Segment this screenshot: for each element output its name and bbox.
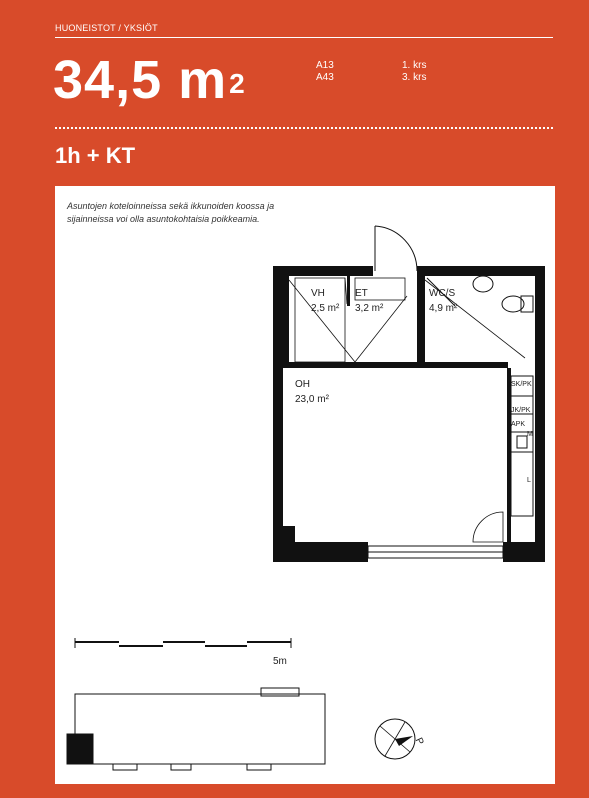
disclaimer-text: Asuntojen koteloinneissa sekä ikkunoiden koossa ja sijainneissa voi olla asuntokohtaisia poikkeamia. <box>67 201 275 224</box>
room-et-name: ET <box>355 288 368 299</box>
unit-list <box>316 60 426 84</box>
room-type: 1h + KT <box>55 143 136 168</box>
room-wcs-name: WC/S <box>429 288 456 299</box>
key-plan <box>67 688 325 770</box>
bottom-window <box>368 546 503 558</box>
room-vh-area: 2,5 m² <box>311 303 340 314</box>
kitchen-label-skpk: SK/PK <box>511 381 532 388</box>
room-et-area: 3,2 m² <box>355 303 384 314</box>
inner-doors <box>289 278 525 542</box>
north-arrow-icon <box>375 719 415 759</box>
entrance-door <box>375 226 417 271</box>
room-vh-name: VH <box>311 288 325 299</box>
dotted-divider <box>55 127 553 129</box>
room-oh-name: OH <box>295 379 310 390</box>
top-rule <box>55 37 553 38</box>
room-wcs-area: 4,9 m² <box>429 303 458 314</box>
unit-floor: 3. krs <box>402 72 427 83</box>
kitchen-label-m: M <box>527 431 533 438</box>
floor-plan-sheet <box>55 186 555 784</box>
unit-floor: 1. krs <box>402 60 427 71</box>
scale-label: 5m <box>273 656 287 667</box>
unit-code: A43 <box>316 72 334 83</box>
unit-row <box>316 72 426 84</box>
floor-plan-drawing <box>55 186 555 784</box>
kitchen-label-jkpk: JK/PK <box>511 407 531 414</box>
unit-code: A13 <box>316 60 334 71</box>
room-oh-area: 23,0 m² <box>295 394 329 405</box>
kitchen-counter <box>511 376 533 516</box>
category-label: HUONEISTOT / YKSIÖT <box>55 23 158 33</box>
apartment-area <box>53 48 246 112</box>
scale-bar <box>75 638 291 648</box>
north-label: P <box>412 736 426 747</box>
room-labels <box>295 288 458 405</box>
area-superscript: 2 <box>229 68 246 99</box>
unit-row <box>316 60 426 72</box>
kitchen-label-apk: APK <box>511 421 526 428</box>
kitchen-label-l: L <box>527 477 531 484</box>
area-number: 34,5 m <box>53 50 228 110</box>
inner-walls <box>283 276 511 542</box>
